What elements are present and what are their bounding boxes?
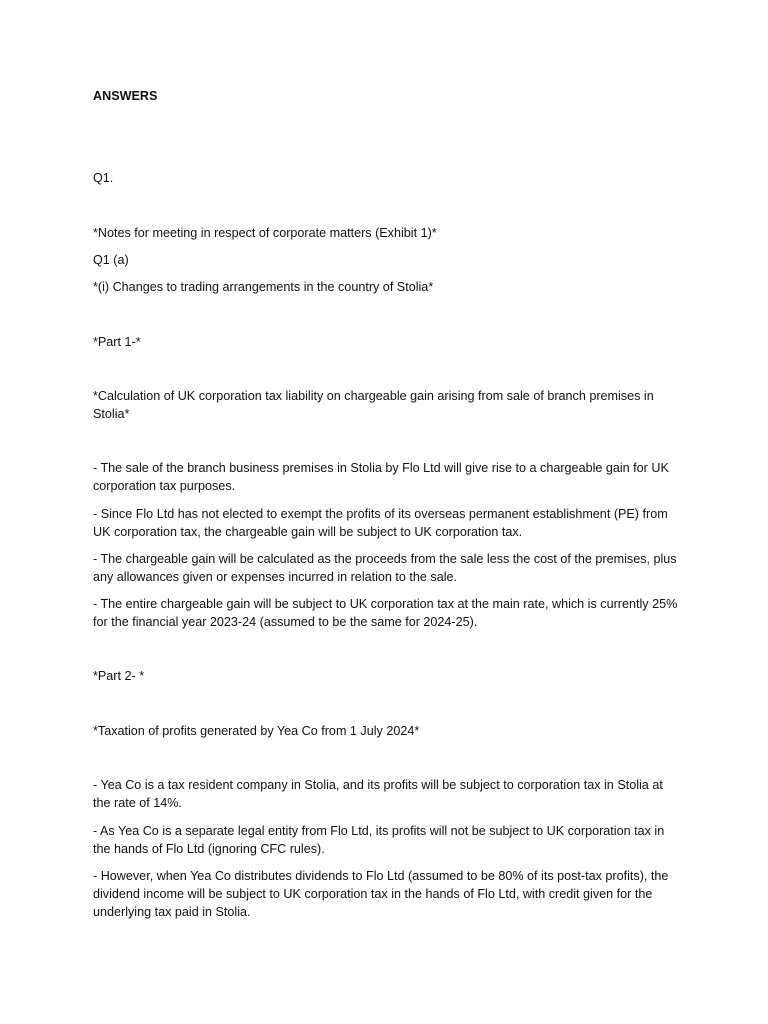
part1-point: - The entire chargeable gain will be subject to UK corporation tax at the main rate, which is currently 25% for the financial year 2023-24 (assumed to be the same for 2024-25). <box>93 597 678 629</box>
part1-title: *Calculation of UK corporation tax liability on chargeable gain arising from sale of branch premises in Stolia* <box>93 389 654 421</box>
part1-point: - The sale of the branch business premises in Stolia by Flo Ltd will give rise to a chargeable gain for UK corporation tax purposes. <box>93 461 669 493</box>
part1-label: *Part 1-* <box>93 335 141 349</box>
part2-title: *Taxation of profits generated by Yea Co from 1 July 2024* <box>93 724 420 738</box>
sub-question-label: Q1 (a) <box>93 253 129 267</box>
part2-label: *Part 2- * <box>93 669 145 683</box>
sub-heading: *(i) Changes to trading arrangements in the country of Stolia* <box>93 280 434 294</box>
notes-title: *Notes for meeting in respect of corporate matters (Exhibit 1)* <box>93 226 437 240</box>
answers-heading: ANSWERS <box>93 89 158 103</box>
part2-point: - As Yea Co is a separate legal entity from Flo Ltd, its profits will not be subject to UK corporation tax in the hands of Flo Ltd (ignoring CFC rules). <box>93 824 665 856</box>
question-label: Q1. <box>93 171 114 185</box>
part2-point: - Yea Co is a tax resident company in Stolia, and its profits will be subject to corporation tax in Stolia at the rate of 14%. <box>93 778 663 810</box>
part1-point: - Since Flo Ltd has not elected to exempt the profits of its overseas permanent establishment (PE) from UK corporation tax, the chargeable gain will be subject to UK corporation tax. <box>93 507 668 539</box>
part1-point: - The chargeable gain will be calculated as the proceeds from the sale less the cost of the premises, plus any allowances given or expenses incurred in relation to the sale. <box>93 552 677 584</box>
part2-point: - However, when Yea Co distributes dividends to Flo Ltd (assumed to be 80% of its post-tax profits), the dividend income will be subject to UK corporation tax in the hands of Flo Ltd, with credit given for the underlying tax paid in Stolia. <box>93 869 669 919</box>
